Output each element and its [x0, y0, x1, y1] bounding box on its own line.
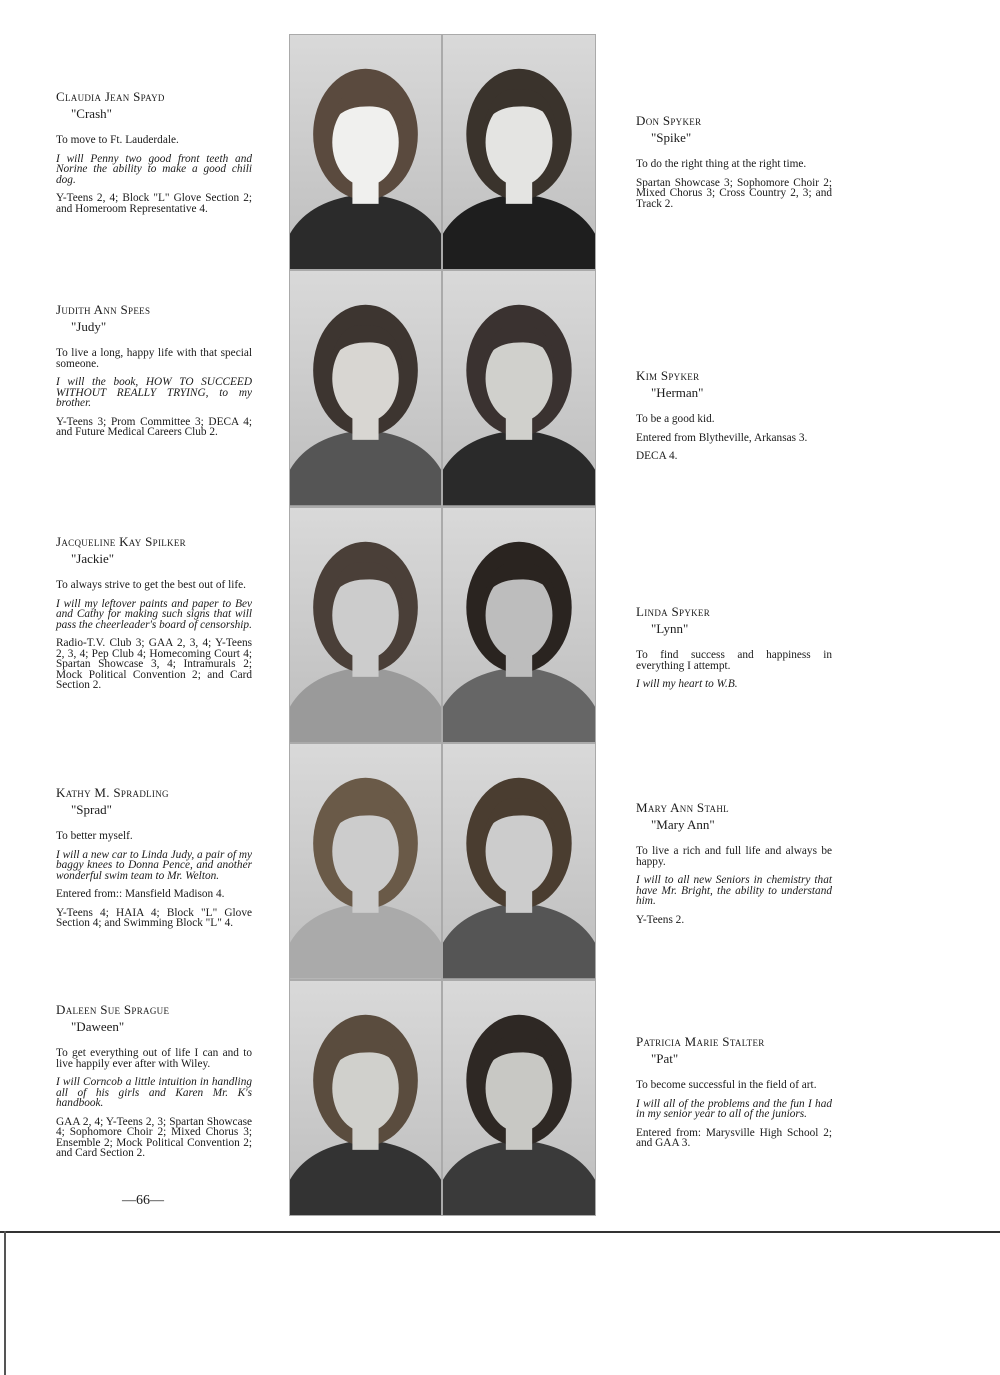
- student-portrait: [442, 743, 596, 979]
- portrait-silhouette-icon: [290, 744, 441, 978]
- student-name: Jacqueline Kay Spilker: [56, 534, 186, 549]
- scan-edge-horizontal: [0, 1231, 1000, 1233]
- student-activities: Y-Teens 4; HAIA 4; Block "L" Glove Section 4; and Swimming Block "L" 4.: [56, 906, 252, 929]
- student-activities: Y-Teens 2, 4; Block "L" Glove Section 2; and Homeroom Representative 4.: [56, 192, 252, 215]
- student-activities: Y-Teens 2.: [636, 913, 685, 926]
- student-name: Patricia Marie Stalter: [636, 1034, 765, 1049]
- student-will: I will a new car to Linda Judy, a pair of my baggy knees to Donna Pence, and another wonderful swim team to Mr. Welton.: [56, 848, 252, 882]
- student-ambition: To always strive to get the best out of life.: [56, 579, 246, 591]
- page-number: —66—: [122, 1193, 164, 1208]
- student-nickname: "Pat": [651, 1051, 679, 1066]
- senior-entry: [56, 1003, 252, 1159]
- student-nickname: "Herman": [651, 385, 704, 400]
- student-ambition: To move to Ft. Lauderdale.: [56, 134, 179, 146]
- student-activities: Y-Teens 3; Prom Committee 3; DECA 4; and Future Medical Careers Club 2.: [56, 415, 252, 438]
- student-nickname: "Daween": [71, 1019, 125, 1034]
- student-ambition: To do the right thing at the right time.: [636, 158, 807, 170]
- student-name: Claudia Jean Spayd: [56, 89, 165, 104]
- student-name: Mary Ann Stahl: [636, 800, 729, 815]
- student-activities: Radio-T.V. Club 3; GAA 2, 3, 4; Y-Teens 2, 3, 4; Pep Club 4; Homecoming Court 4; Spartan Showcase 3, 4; Intramurals 2; Mock Political Convention 2; and Card Section 2.: [56, 637, 252, 691]
- student-name: Linda Spyker: [636, 604, 711, 619]
- student-nickname: "Jackie": [71, 551, 115, 566]
- student-will: I will Penny two good front teeth and Norine the ability to make a good chili dog.: [56, 152, 252, 186]
- student-portrait: [289, 743, 442, 979]
- student-portrait: [289, 270, 442, 506]
- student-activities: Entered from:: Mansfield Madison 4.: [56, 888, 225, 900]
- student-ambition: To be a good kid.: [636, 413, 715, 425]
- student-name: Judith Ann Spees: [56, 302, 151, 317]
- student-nickname: "Spike": [651, 130, 692, 145]
- senior-entry: [636, 369, 832, 462]
- portrait-silhouette-icon: [443, 981, 595, 1215]
- scan-edge-vertical: [4, 1231, 6, 1375]
- senior-entry: [56, 90, 252, 214]
- student-ambition: To find success and happiness in everything I attempt.: [636, 649, 832, 672]
- student-portrait: [289, 980, 442, 1216]
- student-name: Don Spyker: [636, 113, 702, 128]
- student-will: I will my leftover paints and paper to Bev and Cathy for making such signs that will pass the cheerleader's board of censorship.: [56, 597, 252, 631]
- student-nickname: "Mary Ann": [651, 817, 715, 832]
- student-portrait: [442, 270, 596, 506]
- student-portrait: [289, 34, 442, 270]
- student-portrait: [442, 507, 596, 743]
- senior-entry: [56, 535, 252, 691]
- senior-entry: [636, 1035, 832, 1149]
- student-nickname: "Judy": [71, 319, 107, 334]
- student-will: I will Corncob a little intuition in handling all of his girls and Karen Mr. K's handbook.: [56, 1076, 252, 1109]
- senior-entry: [56, 786, 252, 929]
- student-activities: Spartan Showcase 3; Sophomore Choir 2; Mixed Chorus 3; Cross Country 2, 3; and Track 2.: [636, 176, 832, 210]
- senior-entry: [636, 114, 832, 209]
- portrait-silhouette-icon: [443, 35, 595, 269]
- student-activities: Entered from: Marysville High School 2; and GAA 3.: [636, 1126, 832, 1149]
- student-activities: Entered from Blytheville, Arkansas 3.: [636, 431, 808, 444]
- student-activities: DECA 4.: [636, 450, 678, 462]
- student-portrait: [289, 507, 442, 743]
- student-portrait: [442, 34, 596, 270]
- portrait-silhouette-icon: [290, 981, 441, 1215]
- senior-entry: [56, 303, 252, 438]
- portrait-silhouette-icon: [290, 508, 441, 742]
- portrait-silhouette-icon: [290, 35, 441, 269]
- student-name: Kim Spyker: [636, 368, 700, 383]
- student-portrait: [442, 980, 596, 1216]
- student-name: Daleen Sue Sprague: [56, 1002, 170, 1017]
- student-will: I will to all new Seniors in chemistry that have Mr. Bright, the ability to understand him.: [636, 874, 832, 907]
- student-will: I will my heart to W.B.: [636, 678, 738, 690]
- portrait-silhouette-icon: [443, 508, 595, 742]
- portrait-silhouette-icon: [443, 271, 595, 505]
- student-nickname: "Crash": [71, 106, 112, 121]
- student-activities: GAA 2, 4; Y-Teens 2, 3; Spartan Showcase 4; Sophomore Choir 2; Mixed Chorus 3; Ensemble 2; Mock Political Convention 2; and Card Section 2.: [56, 1115, 252, 1159]
- portrait-silhouette-icon: [290, 271, 441, 505]
- student-ambition: To live a long, happy life with that special someone.: [56, 347, 252, 370]
- portrait-silhouette-icon: [443, 744, 595, 978]
- senior-entry: [636, 801, 832, 925]
- student-ambition: To become successful in the field of art.: [636, 1079, 817, 1091]
- student-name: Kathy M. Spradling: [56, 785, 169, 800]
- student-will: I will the book, HOW TO SUCCEED WITHOUT REALLY TRYING, to my brother.: [56, 376, 252, 409]
- student-ambition: To get everything out of life I can and to live happily ever after with Wiley.: [56, 1047, 252, 1070]
- student-ambition: To better myself.: [56, 830, 133, 842]
- student-will: I will all of the problems and the fun I had in my senior year to all of the juniors.: [636, 1097, 832, 1120]
- portrait-grid: [289, 34, 596, 1216]
- student-ambition: To live a rich and full life and always be happy.: [636, 845, 832, 868]
- student-nickname: "Lynn": [651, 621, 689, 636]
- student-nickname: "Sprad": [71, 802, 112, 817]
- senior-entry: [636, 605, 832, 690]
